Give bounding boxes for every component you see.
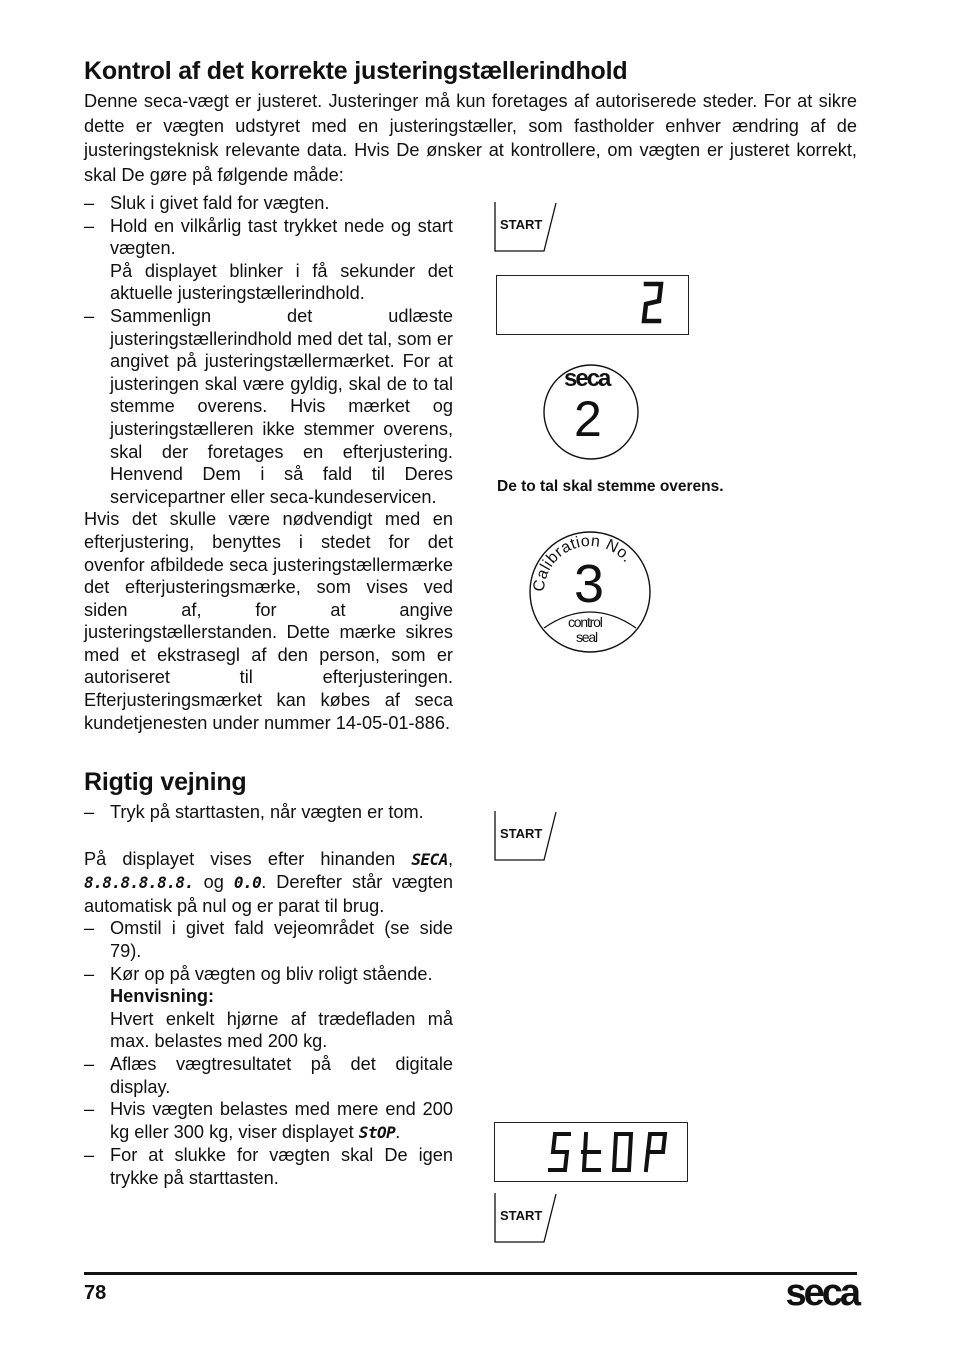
seal-brand: seca	[564, 365, 610, 392]
list-item-note: På displayet blinker i få sekunder det aktuelle justeringstællerindhold.	[110, 260, 453, 304]
list-item: – Hold en vilkårlig tast trykket nede og start vægten.	[84, 215, 453, 259]
section-title-kontrol: Kontrol af det korrekte justeringstællerindhold	[84, 57, 628, 85]
list-item: – Tryk på starttasten, når vægten er tom.	[84, 802, 424, 822]
start-button-illustration: START	[494, 1193, 564, 1245]
seal-label-control: control	[568, 614, 602, 630]
seven-segment-stop-icon	[495, 1123, 689, 1183]
list-item: – Aflæs vægtresultatet på det digitale display.	[84, 1053, 453, 1097]
seca-logo: seca	[785, 1272, 858, 1314]
svg-text:Calibration No.: Calibration No.	[530, 532, 636, 593]
note-text: Hvert enkelt hjørne af trædefladen må max. belastes med 200 kg.	[110, 1008, 453, 1052]
page-number: 78	[84, 1282, 107, 1304]
section1-list	[84, 192, 453, 734]
segment-text: SECA	[411, 849, 448, 869]
note-label: Henvisning:	[110, 986, 215, 1007]
scale-display-stop	[494, 1122, 688, 1182]
display-sequence-paragraph: På displayet vises efter hinanden SECA, 8.8.8.8.8.8. og 0.0. Derefter står vægten automatisk på nul og er parat til brug.	[84, 848, 453, 916]
calibration-seal-seca	[542, 363, 640, 461]
seven-segment-digit-icon	[497, 276, 690, 336]
figure-caption: De to tal skal stemme overens.	[497, 478, 724, 495]
seal-number: 3	[574, 554, 605, 614]
seal-number: 2	[574, 391, 602, 447]
segment-text: 8.8.8.8.8.8.	[84, 873, 194, 893]
calibration-seal-control	[528, 530, 652, 654]
scale-display-calibration	[496, 275, 689, 335]
closing-paragraph: Hvis det skulle være nødvendigt med en efterjustering, benyttes i stedet for det ovenfor afbildede seca justeringstællermærke det efterjusteringsmærke, som vises ved siden af, for at angive justeringstællerstanden. Dette mærke sikres med et ekstrasegl af den person, som er autoriseret til efterjusteringen. Efterjusteringsmærket kan købes af seca kundetjenesten under nummer 14-05-01-886.	[84, 509, 453, 733]
list-item: – For at slukke for vægten skal De igen trykke på starttasten.	[84, 1145, 453, 1188]
list-item: – Omstil i givet fald vejeområdet (se side 79).	[84, 918, 453, 961]
list-item: – Hvis vægten belastes med mere end 200 kg eller 300 kg, viser displayet StOP.	[84, 1099, 453, 1142]
segment-text: StOP	[358, 1122, 396, 1142]
list-item: – Sluk i givet fald for vægten.	[84, 193, 330, 213]
seal-label-seal: seal	[576, 629, 597, 645]
start-button-illustration: START	[494, 202, 564, 254]
segment-text: 0.0	[233, 873, 262, 893]
footer-rule	[84, 1272, 857, 1275]
intro-paragraph: Denne seca-vægt er justeret. Justeringer må kun foretages af autoriserede steder. For at sikre dette er vægten udstyret med en justeringstæller, som fastholder enhver ændring af de justeringsteknisk relevante data. Hvis De ønsker at kontrollere, om vægten er justeret korrekt, skal De gøre på følgende måde:	[84, 91, 857, 185]
section-title-vejning: Rigtig vejning	[84, 768, 247, 796]
list-item: – Sammenlign det udlæste justeringstællerindhold med det tal, som er angivet på justeringstællermærket. For at justeringen skal være gyldig, skal de to tal stemme overens. Hvis mærket og justeringstælleren ikke stemmer overens, skal der foretages en efterjustering. Henvend Dem i så fald til Deres servicepartner eller seca-kundeservicen.	[84, 305, 453, 507]
section2-list	[84, 801, 453, 1190]
list-item: – Kør op på vægten og bliv roligt stående.	[84, 963, 433, 984]
start-button-illustration: START	[494, 811, 564, 863]
